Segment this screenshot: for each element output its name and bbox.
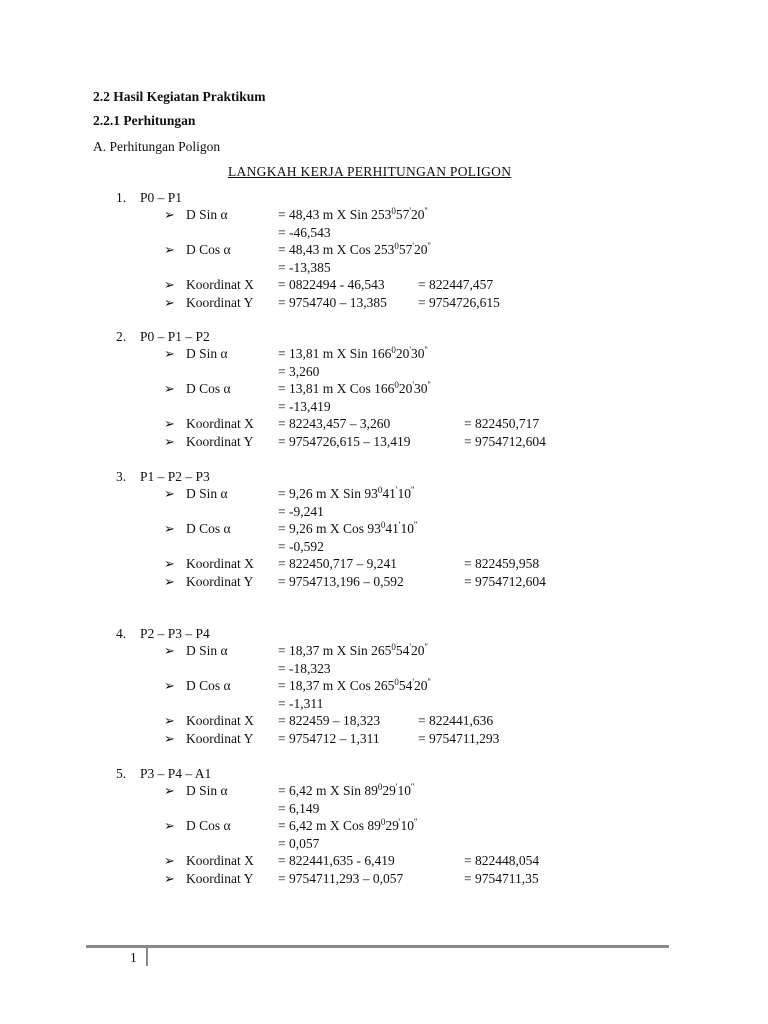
formula-text: = 13,81 m X Cos 166 xyxy=(278,381,395,396)
formula-text: = 822459 – 18,323 xyxy=(278,713,381,728)
result-value: = -46,543 xyxy=(278,224,331,240)
result-value: = 9754712,604 xyxy=(464,573,546,589)
formula-value xyxy=(278,241,431,259)
degree-symbol: 0 xyxy=(394,677,399,687)
result-value: = -1,311 xyxy=(278,695,324,711)
result-value: = 822447,457 xyxy=(418,277,494,292)
subsection-heading: 2.2.1 Perhitungan xyxy=(93,113,196,128)
formula-value xyxy=(278,345,428,363)
step-label: P2 – P3 – P4 xyxy=(140,626,210,641)
formula-text: = 822450,717 – 9,241 xyxy=(278,556,397,571)
formula-value xyxy=(278,852,395,870)
row-key: Koordinat X xyxy=(186,416,254,431)
formula-text: = 9754740 – 13,385 xyxy=(278,294,387,310)
result-value: = 9754726,615 xyxy=(418,294,500,310)
row-key: D Cos α xyxy=(186,521,231,536)
row-key: Koordinat Y xyxy=(186,433,254,449)
result-value: = -13,419 xyxy=(278,398,331,414)
formula-value xyxy=(278,677,431,695)
arrow-bullet-icon: ➢ xyxy=(164,713,175,728)
step-number: 4. xyxy=(116,626,127,641)
formula-text: = 822441,635 - 6,419 xyxy=(278,853,395,868)
row-key: Koordinat Y xyxy=(186,730,254,746)
degree-symbol: 0 xyxy=(391,345,396,355)
result-value: = 0,057 xyxy=(278,835,320,851)
formula-value xyxy=(278,730,380,748)
formula-value xyxy=(278,870,403,888)
row-key: D Cos α xyxy=(186,242,231,257)
footer-divider xyxy=(86,945,669,948)
formula-value xyxy=(278,573,404,591)
formula-text: = 18,37 m X Cos 265 xyxy=(278,678,395,693)
result-value: = 822448,054 xyxy=(464,853,540,868)
arrow-bullet-icon: ➢ xyxy=(164,783,175,798)
minutes-value: 20 xyxy=(398,381,413,396)
minute-symbol: ' xyxy=(409,206,411,216)
row-key: D Sin α xyxy=(186,207,228,222)
formula-value xyxy=(278,294,387,312)
second-symbol: '' xyxy=(414,817,418,827)
row-key: Koordinat X xyxy=(186,277,254,292)
arrow-bullet-icon: ➢ xyxy=(164,818,175,833)
result-value: = 9754711,293 xyxy=(418,730,500,746)
formula-value xyxy=(278,642,428,660)
step-label: P0 – P1 – P2 xyxy=(140,329,210,344)
minute-symbol: ' xyxy=(395,782,398,792)
minutes-value: 41 xyxy=(382,486,396,501)
formula-text: = 9754712 – 1,311 xyxy=(278,730,380,746)
second-symbol: '' xyxy=(427,241,431,251)
formula-text: = 48,43 m X Sin 253 xyxy=(278,207,392,222)
seconds-value: 10 xyxy=(400,818,414,833)
result-value: = 9754712,604 xyxy=(464,433,546,449)
step-label: P1 – P2 – P3 xyxy=(140,469,210,484)
seconds-value: 20 xyxy=(414,242,428,257)
degree-symbol: 0 xyxy=(391,642,396,652)
formula-value xyxy=(278,782,414,800)
row-key: Koordinat X xyxy=(186,713,254,728)
formula-text: = 13,81 m X Sin 166 xyxy=(278,346,392,361)
result-value: = 822459,958 xyxy=(464,556,540,571)
result-value: = -18,323 xyxy=(278,660,331,676)
seconds-value: 20 xyxy=(414,678,428,693)
seconds-value: 20 xyxy=(411,207,425,222)
degree-symbol: 0 xyxy=(394,380,399,390)
degree-symbol: 0 xyxy=(380,817,386,827)
formula-value xyxy=(278,485,414,503)
step-label: P3 – P4 – A1 xyxy=(140,766,212,781)
result-value: = -0,592 xyxy=(278,538,324,554)
minute-symbol: ' xyxy=(409,642,411,652)
arrow-bullet-icon: ➢ xyxy=(164,242,175,257)
minutes-value: 41 xyxy=(385,521,399,536)
minute-symbol: ' xyxy=(409,345,411,355)
seconds-value: 30 xyxy=(414,381,428,396)
formula-value xyxy=(278,276,385,294)
step-number: 2. xyxy=(116,329,127,344)
row-key: Koordinat Y xyxy=(186,870,254,886)
arrow-bullet-icon: ➢ xyxy=(164,416,175,431)
step-number: 1. xyxy=(116,190,127,205)
minutes-value: 54 xyxy=(398,678,413,693)
formula-value xyxy=(278,415,390,433)
formula-value xyxy=(278,433,411,451)
arrow-bullet-icon: ➢ xyxy=(164,678,175,693)
minute-symbol: ' xyxy=(412,677,414,687)
formula-text: = 9754713,196 – 0,592 xyxy=(278,573,404,589)
formula-value xyxy=(278,817,417,835)
arrow-bullet-icon: ➢ xyxy=(164,870,175,886)
seconds-value: 20 xyxy=(411,643,425,658)
result-value: = 822441,636 xyxy=(418,713,494,728)
row-key: D Cos α xyxy=(186,818,231,833)
formula-text: = 6,42 m X Cos 89 xyxy=(278,818,381,833)
step-label: P0 – P1 xyxy=(140,190,183,205)
formula-value xyxy=(278,206,428,224)
result-value: = 9754711,35 xyxy=(464,870,539,886)
page-number: 1 xyxy=(130,950,137,965)
minute-symbol: ' xyxy=(412,241,414,251)
arrow-bullet-icon: ➢ xyxy=(164,643,175,658)
arrow-bullet-icon: ➢ xyxy=(164,556,175,571)
row-key: D Sin α xyxy=(186,783,228,798)
minute-symbol: ' xyxy=(398,520,401,530)
row-key: D Sin α xyxy=(186,486,228,501)
minutes-value: 57 xyxy=(395,207,410,222)
minutes-value: 29 xyxy=(382,783,396,798)
degree-symbol: 0 xyxy=(377,782,383,792)
arrow-bullet-icon: ➢ xyxy=(164,207,175,222)
step-number: 5. xyxy=(116,766,127,781)
result-value: = -9,241 xyxy=(278,503,324,519)
second-symbol: '' xyxy=(427,380,431,390)
second-symbol: '' xyxy=(414,520,418,530)
arrow-bullet-icon: ➢ xyxy=(164,573,175,589)
arrow-bullet-icon: ➢ xyxy=(164,346,175,361)
formula-text: = 0822494 - 46,543 xyxy=(278,277,385,292)
arrow-bullet-icon: ➢ xyxy=(164,433,175,449)
second-symbol: '' xyxy=(424,345,428,355)
formula-text: = 18,37 m X Sin 265 xyxy=(278,643,392,658)
result-value: = 6,149 xyxy=(278,800,320,816)
degree-symbol: 0 xyxy=(391,206,396,216)
formula-value xyxy=(278,380,431,398)
seconds-value: 30 xyxy=(411,346,425,361)
minutes-value: 20 xyxy=(395,346,410,361)
arrow-bullet-icon: ➢ xyxy=(164,521,175,536)
minutes-value: 57 xyxy=(398,242,413,257)
row-key: Koordinat Y xyxy=(186,573,254,589)
result-value: = 3,260 xyxy=(278,363,320,379)
minutes-value: 29 xyxy=(385,818,399,833)
formula-value xyxy=(278,520,417,538)
row-key: D Sin α xyxy=(186,643,228,658)
formula-text: = 6,42 m X Sin 89 xyxy=(278,783,378,798)
formula-value xyxy=(278,712,380,730)
arrow-bullet-icon: ➢ xyxy=(164,277,175,292)
degree-symbol: 0 xyxy=(377,485,383,495)
row-key: Koordinat Y xyxy=(186,294,254,310)
second-symbol: '' xyxy=(411,485,415,495)
row-key: Koordinat X xyxy=(186,853,254,868)
minutes-value: 54 xyxy=(395,643,410,658)
seconds-value: 10 xyxy=(400,521,414,536)
subsubsection-heading: A. Perhitungan Poligon xyxy=(93,139,221,154)
row-key: D Cos α xyxy=(186,678,231,693)
result-value: = 822450,717 xyxy=(464,416,540,431)
page-title: LANGKAH KERJA PERHITUNGAN POLIGON xyxy=(228,164,512,179)
seconds-value: 10 xyxy=(397,486,411,501)
arrow-bullet-icon: ➢ xyxy=(164,730,175,746)
row-key: D Cos α xyxy=(186,381,231,396)
formula-value xyxy=(278,555,397,573)
formula-text: = 9,26 m X Sin 93 xyxy=(278,486,378,501)
arrow-bullet-icon: ➢ xyxy=(164,294,175,310)
formula-text: = 9,26 m X Cos 93 xyxy=(278,521,381,536)
formula-text: = 48,43 m X Cos 253 xyxy=(278,242,395,257)
formula-text: = 82243,457 – 3,260 xyxy=(278,416,391,431)
arrow-bullet-icon: ➢ xyxy=(164,853,175,868)
result-value: = -13,385 xyxy=(278,259,331,275)
step-number: 3. xyxy=(116,469,127,484)
second-symbol: '' xyxy=(424,206,428,216)
footer-page-separator xyxy=(146,948,148,966)
section-heading: 2.2 Hasil Kegiatan Praktikum xyxy=(93,89,266,104)
arrow-bullet-icon: ➢ xyxy=(164,381,175,396)
seconds-value: 10 xyxy=(397,783,411,798)
degree-symbol: 0 xyxy=(380,520,386,530)
second-symbol: '' xyxy=(411,782,415,792)
formula-text: = 9754726,615 – 13,419 xyxy=(278,433,411,449)
minute-symbol: ' xyxy=(395,485,398,495)
second-symbol: '' xyxy=(427,677,431,687)
formula-text: = 9754711,293 – 0,057 xyxy=(278,870,404,886)
second-symbol: '' xyxy=(424,642,428,652)
arrow-bullet-icon: ➢ xyxy=(164,486,175,501)
row-key: Koordinat X xyxy=(186,556,254,571)
minute-symbol: ' xyxy=(398,817,401,827)
minute-symbol: ' xyxy=(412,380,414,390)
row-key: D Sin α xyxy=(186,346,228,361)
degree-symbol: 0 xyxy=(394,241,399,251)
